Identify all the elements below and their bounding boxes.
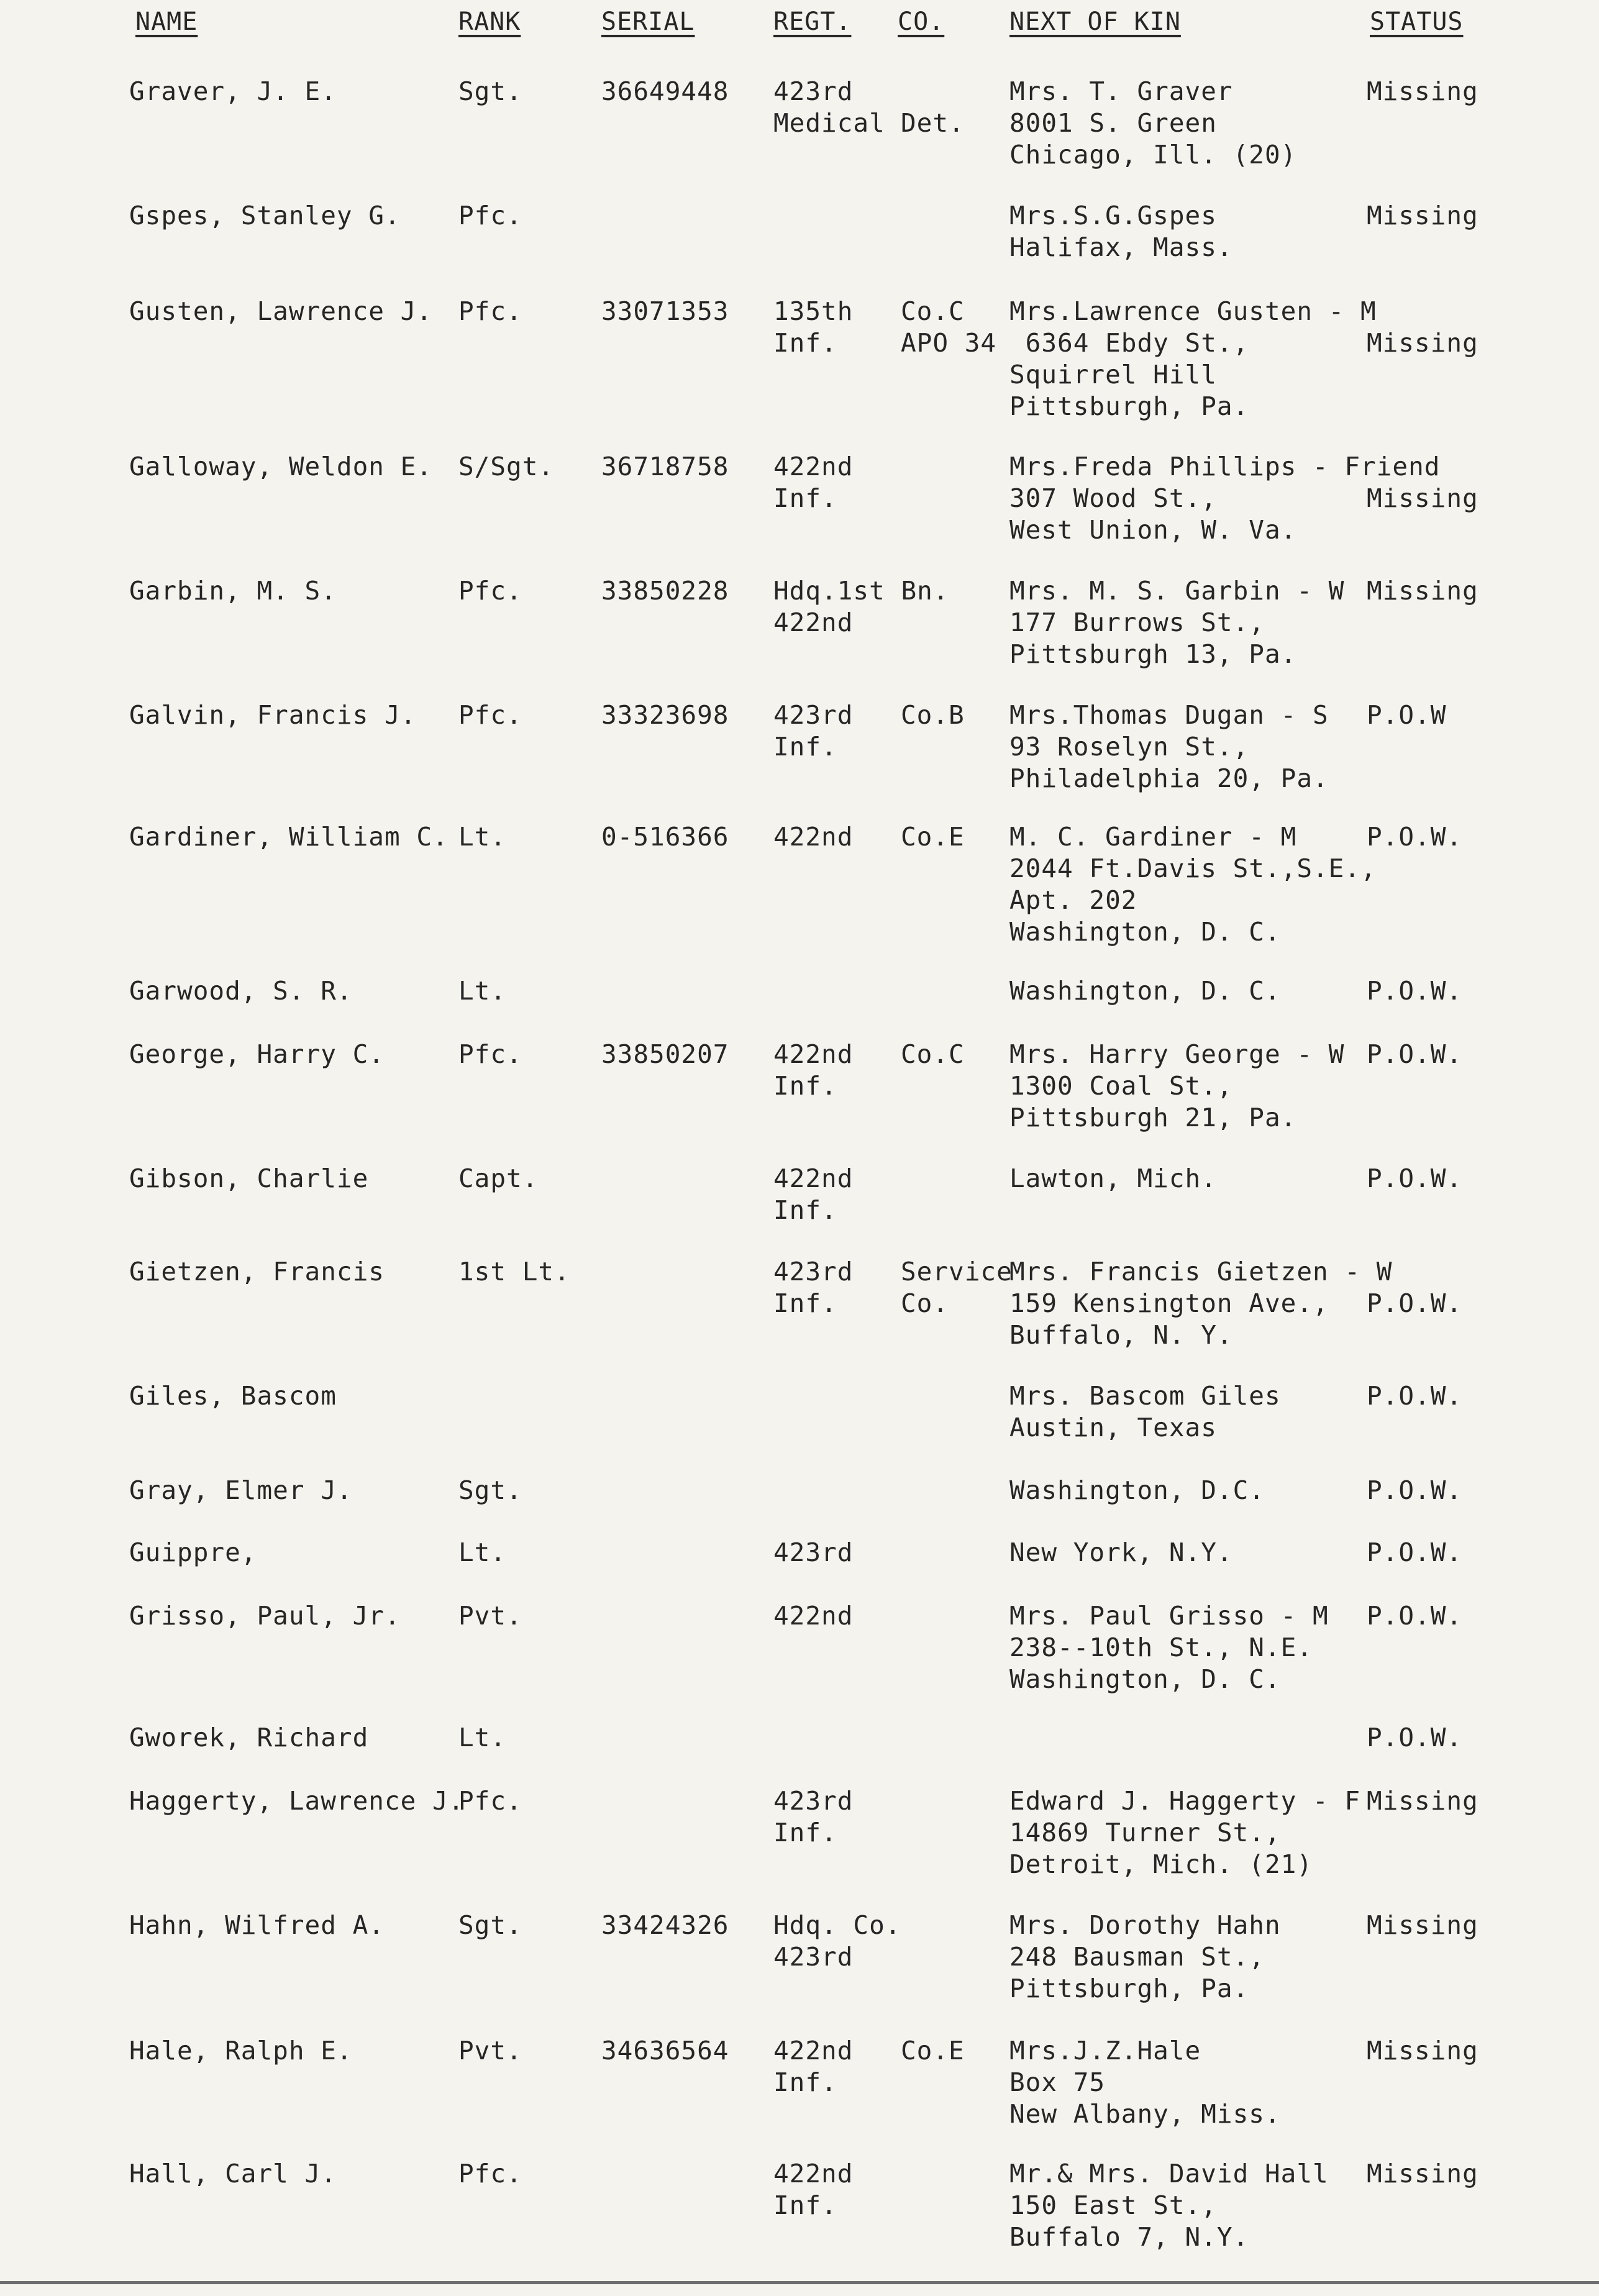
cell-regt: 422nd Inf. — [773, 1164, 854, 1225]
cell-co: Co.E — [901, 822, 965, 852]
cell-regt: 423rd Inf. — [773, 1786, 854, 1847]
cell-name: Grisso, Paul, Jr. — [129, 1601, 401, 1631]
cell-name: Gardiner, William C. — [129, 822, 449, 852]
cell-serial: 0-516366 — [601, 822, 729, 852]
cell-next-of-kin: M. C. Gardiner - M 2044 Ft.Davis St.,S.E., Apt. 202 Washington, D. C. — [1009, 822, 1377, 947]
cell-status: Missing — [1367, 328, 1478, 358]
header-serial: SERIAL — [601, 7, 695, 36]
cell-regt: 422nd — [773, 822, 854, 852]
cell-serial: 33424326 — [601, 1910, 729, 1940]
cell-rank: Sgt. — [458, 1475, 522, 1505]
cell-rank: Sgt. — [458, 1910, 522, 1940]
cell-next-of-kin: Mrs. Francis Gietzen - W 159 Kensington Ave., Buffalo, N. Y. — [1009, 1257, 1393, 1350]
cell-next-of-kin: Lawton, Mich. — [1009, 1164, 1217, 1193]
cell-regt: 135th Inf. — [773, 296, 854, 358]
cell-regt: Hdq. Co. 423rd — [773, 1910, 901, 1972]
cell-next-of-kin: Mrs. Bascom Giles Austin, Texas — [1009, 1381, 1281, 1442]
cell-next-of-kin: Mrs. T. Graver 8001 S. Green Chicago, Ill. (20) — [1009, 76, 1297, 170]
cell-status: Missing — [1367, 483, 1478, 513]
cell-name: Hahn, Wilfred A. — [129, 1910, 385, 1940]
page-bottom-rule — [0, 2281, 1599, 2284]
header-status: STATUS — [1370, 7, 1464, 36]
cell-next-of-kin: Mrs.J.Z.Hale Box 75 New Albany, Miss. — [1009, 2036, 1281, 2129]
cell-name: Hall, Carl J. — [129, 2159, 337, 2189]
cell-co: Service Co. — [901, 1257, 1013, 1318]
cell-name: Guippre, — [129, 1538, 257, 1567]
cell-status: P.O.W. — [1367, 976, 1463, 1006]
cell-regt: 423rd — [773, 1538, 854, 1567]
cell-name: Garwood, S. R. — [129, 976, 353, 1006]
cell-co: Co.E — [901, 2036, 965, 2066]
cell-next-of-kin: Mrs. M. S. Garbin - W 177 Burrows St., Pittsburgh 13, Pa. — [1009, 576, 1345, 669]
cell-status: P.O.W — [1367, 700, 1447, 730]
cell-status: Missing — [1367, 2036, 1478, 2066]
cell-status: P.O.W. — [1367, 1039, 1463, 1069]
cell-regt: 423rd Inf. — [773, 700, 854, 762]
cell-serial: 33071353 — [601, 296, 729, 326]
cell-rank: Pfc. — [458, 1786, 522, 1816]
cell-name: Gspes, Stanley G. — [129, 201, 401, 230]
cell-status: P.O.W. — [1367, 1164, 1463, 1193]
cell-next-of-kin: Mrs. Dorothy Hahn 248 Bausman St., Pittsburgh, Pa. — [1009, 1910, 1281, 2003]
cell-status: Missing — [1367, 201, 1478, 230]
header-rank: RANK — [458, 7, 521, 36]
cell-regt: 423rd Inf. — [773, 1257, 854, 1318]
cell-rank: Pfc. — [458, 2159, 522, 2189]
cell-co: Co.B — [901, 700, 965, 730]
cell-name: Gietzen, Francis — [129, 1257, 385, 1287]
header-co: CO. — [898, 7, 945, 36]
cell-status: Missing — [1367, 76, 1478, 106]
cell-next-of-kin: Edward J. Haggerty - F 14869 Turner St., Detroit, Mich. (21) — [1009, 1786, 1361, 1879]
cell-rank: S/Sgt. — [458, 452, 555, 481]
cell-next-of-kin: Mr.& Mrs. David Hall 150 East St., Buffalo 7, N.Y. — [1009, 2159, 1329, 2252]
cell-name: Haggerty, Lawrence J. — [129, 1786, 465, 1816]
cell-name: Gibson, Charlie — [129, 1164, 369, 1193]
cell-serial: 33323698 — [601, 700, 729, 730]
cell-name: Galloway, Weldon E. — [129, 452, 432, 481]
cell-name: Gworek, Richard — [129, 1723, 369, 1752]
cell-serial: 33850228 — [601, 576, 729, 606]
cell-regt: 422nd Inf. — [773, 2036, 854, 2097]
cell-regt: 422nd — [773, 1601, 854, 1631]
cell-regt: 422nd Inf. — [773, 452, 854, 513]
cell-status: P.O.W. — [1367, 1288, 1463, 1318]
cell-rank: Lt. — [458, 1723, 507, 1752]
header-next-of-kin: NEXT OF KIN — [1009, 7, 1181, 36]
cell-next-of-kin: New York, N.Y. — [1009, 1538, 1233, 1567]
cell-regt: 423rd Medical — [773, 76, 885, 138]
cell-name: Giles, Bascom — [129, 1381, 337, 1411]
cell-status: P.O.W. — [1367, 1601, 1463, 1631]
cell-serial: 34636564 — [601, 2036, 729, 2066]
cell-rank: Pfc. — [458, 576, 522, 606]
cell-serial: 36718758 — [601, 452, 729, 481]
cell-rank: Lt. — [458, 822, 507, 852]
cell-co: Co.C APO 34 — [901, 296, 997, 358]
cell-regt: 422nd Inf. — [773, 1039, 854, 1101]
cell-next-of-kin: Washington, D. C. — [1009, 976, 1281, 1006]
header-regt: REGT. — [773, 7, 852, 36]
cell-status: Missing — [1367, 576, 1478, 606]
cell-serial: 33850207 — [601, 1039, 729, 1069]
cell-status: Missing — [1367, 1786, 1478, 1816]
cell-rank: Pvt. — [458, 2036, 522, 2066]
cell-status: P.O.W. — [1367, 1475, 1463, 1505]
cell-rank: Sgt. — [458, 76, 522, 106]
cell-rank: Capt. — [458, 1164, 539, 1193]
cell-status: P.O.W. — [1367, 822, 1463, 852]
cell-next-of-kin: Mrs. Paul Grisso - M 238--10th St., N.E. Washington, D. C. — [1009, 1601, 1329, 1694]
cell-rank: Pfc. — [458, 296, 522, 326]
cell-name: Gray, Elmer J. — [129, 1475, 353, 1505]
cell-next-of-kin: Mrs.Thomas Dugan - S 93 Roselyn St., Philadelphia 20, Pa. — [1009, 700, 1329, 793]
header-name: NAME — [135, 7, 198, 36]
cell-rank: Pfc. — [458, 700, 522, 730]
cell-status: Missing — [1367, 1910, 1478, 1940]
cell-co: Det. — [901, 108, 965, 138]
cell-name: George, Harry C. — [129, 1039, 385, 1069]
cell-status: Missing — [1367, 2159, 1478, 2189]
cell-rank: Pvt. — [458, 1601, 522, 1631]
cell-rank: Lt. — [458, 1538, 507, 1567]
cell-name: Garbin, M. S. — [129, 576, 337, 606]
cell-regt: Hdq.1st Bn. 422nd — [773, 576, 949, 637]
cell-rank: Pfc. — [458, 1039, 522, 1069]
cell-name: Gusten, Lawrence J. — [129, 296, 432, 326]
cell-next-of-kin: Washington, D.C. — [1009, 1475, 1265, 1505]
cell-rank: Pfc. — [458, 201, 522, 230]
cell-regt: 422nd Inf. — [773, 2159, 854, 2220]
cell-serial: 36649448 — [601, 76, 729, 106]
cell-rank: Lt. — [458, 976, 507, 1006]
cell-rank: 1st Lt. — [458, 1257, 570, 1287]
cell-name: Galvin, Francis J. — [129, 700, 417, 730]
cell-next-of-kin: Mrs.Freda Phillips - Friend 307 Wood St., West Union, W. Va. — [1009, 452, 1441, 545]
cell-status: P.O.W. — [1367, 1723, 1463, 1752]
cell-status: P.O.W. — [1367, 1538, 1463, 1567]
cell-next-of-kin: Mrs.Lawrence Gusten - M 6364 Ebdy St., Squirrel Hill Pittsburgh, Pa. — [1009, 296, 1377, 421]
cell-next-of-kin: Mrs. Harry George - W 1300 Coal St., Pittsburgh 21, Pa. — [1009, 1039, 1345, 1132]
cell-next-of-kin: Mrs.S.G.Gspes Halifax, Mass. — [1009, 201, 1233, 262]
cell-co: Co.C — [901, 1039, 965, 1069]
cell-name: Graver, J. E. — [129, 76, 337, 106]
cell-name: Hale, Ralph E. — [129, 2036, 353, 2066]
cell-status: P.O.W. — [1367, 1381, 1463, 1411]
